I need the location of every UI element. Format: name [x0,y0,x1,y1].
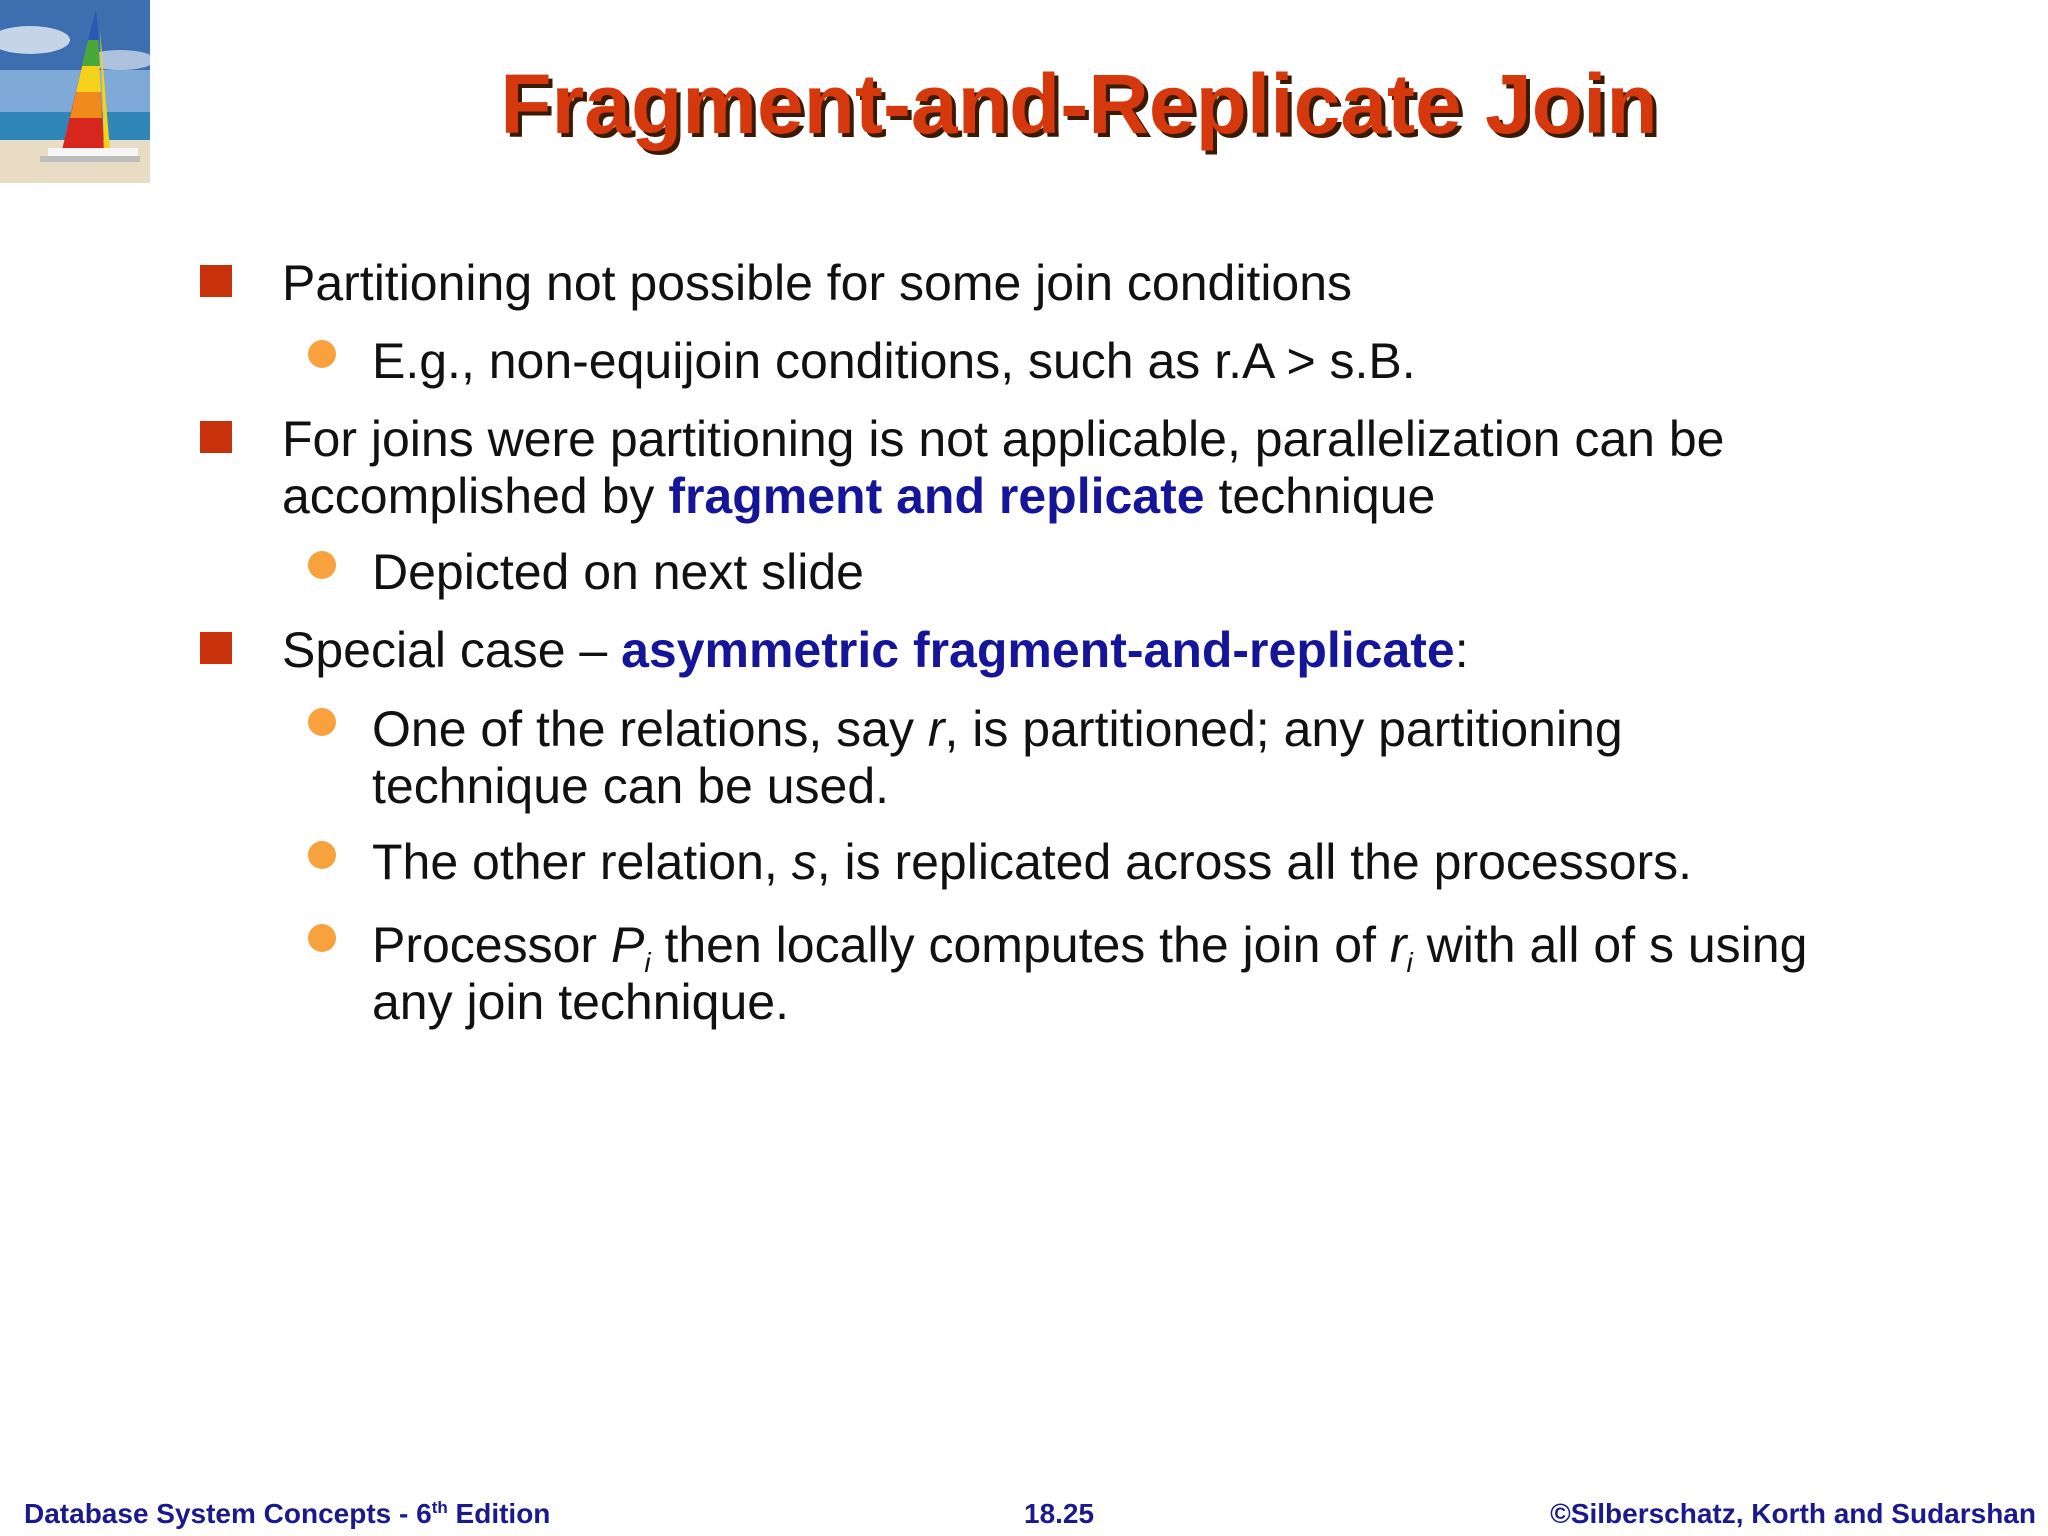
text-run: , is replicated across all the processors. [816,834,1693,890]
bullet-text-line2 [282,468,1724,525]
round-bullet-icon [308,924,336,952]
bullet-text: For joins were partitioning is not applicable, parallelization can be [282,411,1725,467]
square-bullet-icon [200,632,232,664]
footer-book-title [24,1498,550,1530]
text-run: technique [1204,468,1436,524]
text-run: : [1454,622,1469,678]
round-bullet-icon [308,340,336,368]
emphasis-term: asymmetric fragment-and-replicate [621,622,1455,678]
footer-slide-number: 18.25 [1024,1498,1095,1529]
bullet-item [282,255,1352,312]
variable: r [1389,917,1407,973]
sub-bullet-item [372,544,864,601]
sub-bullet-item [372,333,1416,390]
text-run: The other relation, [372,834,792,890]
round-bullet-icon [308,708,336,736]
sub-bullet-text: Depicted on next slide [372,544,864,600]
text-run: Processor [372,917,611,973]
sub-bullet-text [372,917,1808,978]
bullet-text: Partitioning not possible for some join conditions [282,255,1353,311]
round-bullet-icon [308,841,336,869]
variable: s [791,834,817,890]
subscript: i [1406,947,1413,978]
square-bullet-icon [200,265,232,297]
text-run: then locally computes the join of [650,917,1390,973]
superscript: th [431,1498,448,1517]
sub-bullet-text [372,701,1623,758]
text-run: One of the relations, say [372,701,928,757]
subscript: i [644,947,651,978]
sub-bullet-text-line2: any join technique. [372,974,789,1030]
square-bullet-icon [200,421,232,453]
sub-bullet-item [372,834,1692,891]
round-bullet-icon [308,551,336,579]
text-run: Database System Concepts - 6 [24,1498,432,1529]
bullet-item [282,411,1724,525]
sub-bullet-text: E.g., non-equijoin conditions, such as r.A > s.B. [372,333,1416,389]
bullet-item [282,622,1469,679]
sub-bullet-item [372,917,1807,1031]
text-run: accomplished by [282,468,669,524]
variable: r [927,701,945,757]
sub-bullet-text-line2: technique can be used. [372,758,890,814]
emphasis-term: fragment and replicate [668,468,1205,524]
text-run: , is partitioned; any partitioning [944,701,1623,757]
text-run: Edition [447,1498,551,1529]
footer-copyright: ©Silberschatz, Korth and Sudarshan [1550,1498,2036,1529]
variable: P [610,917,645,973]
text-run: Special case – [282,622,622,678]
sub-bullet-item [372,701,1623,815]
text-run: with all of s using [1412,917,1808,973]
slide-title: Fragment-and-Replicate Join [500,57,1658,151]
